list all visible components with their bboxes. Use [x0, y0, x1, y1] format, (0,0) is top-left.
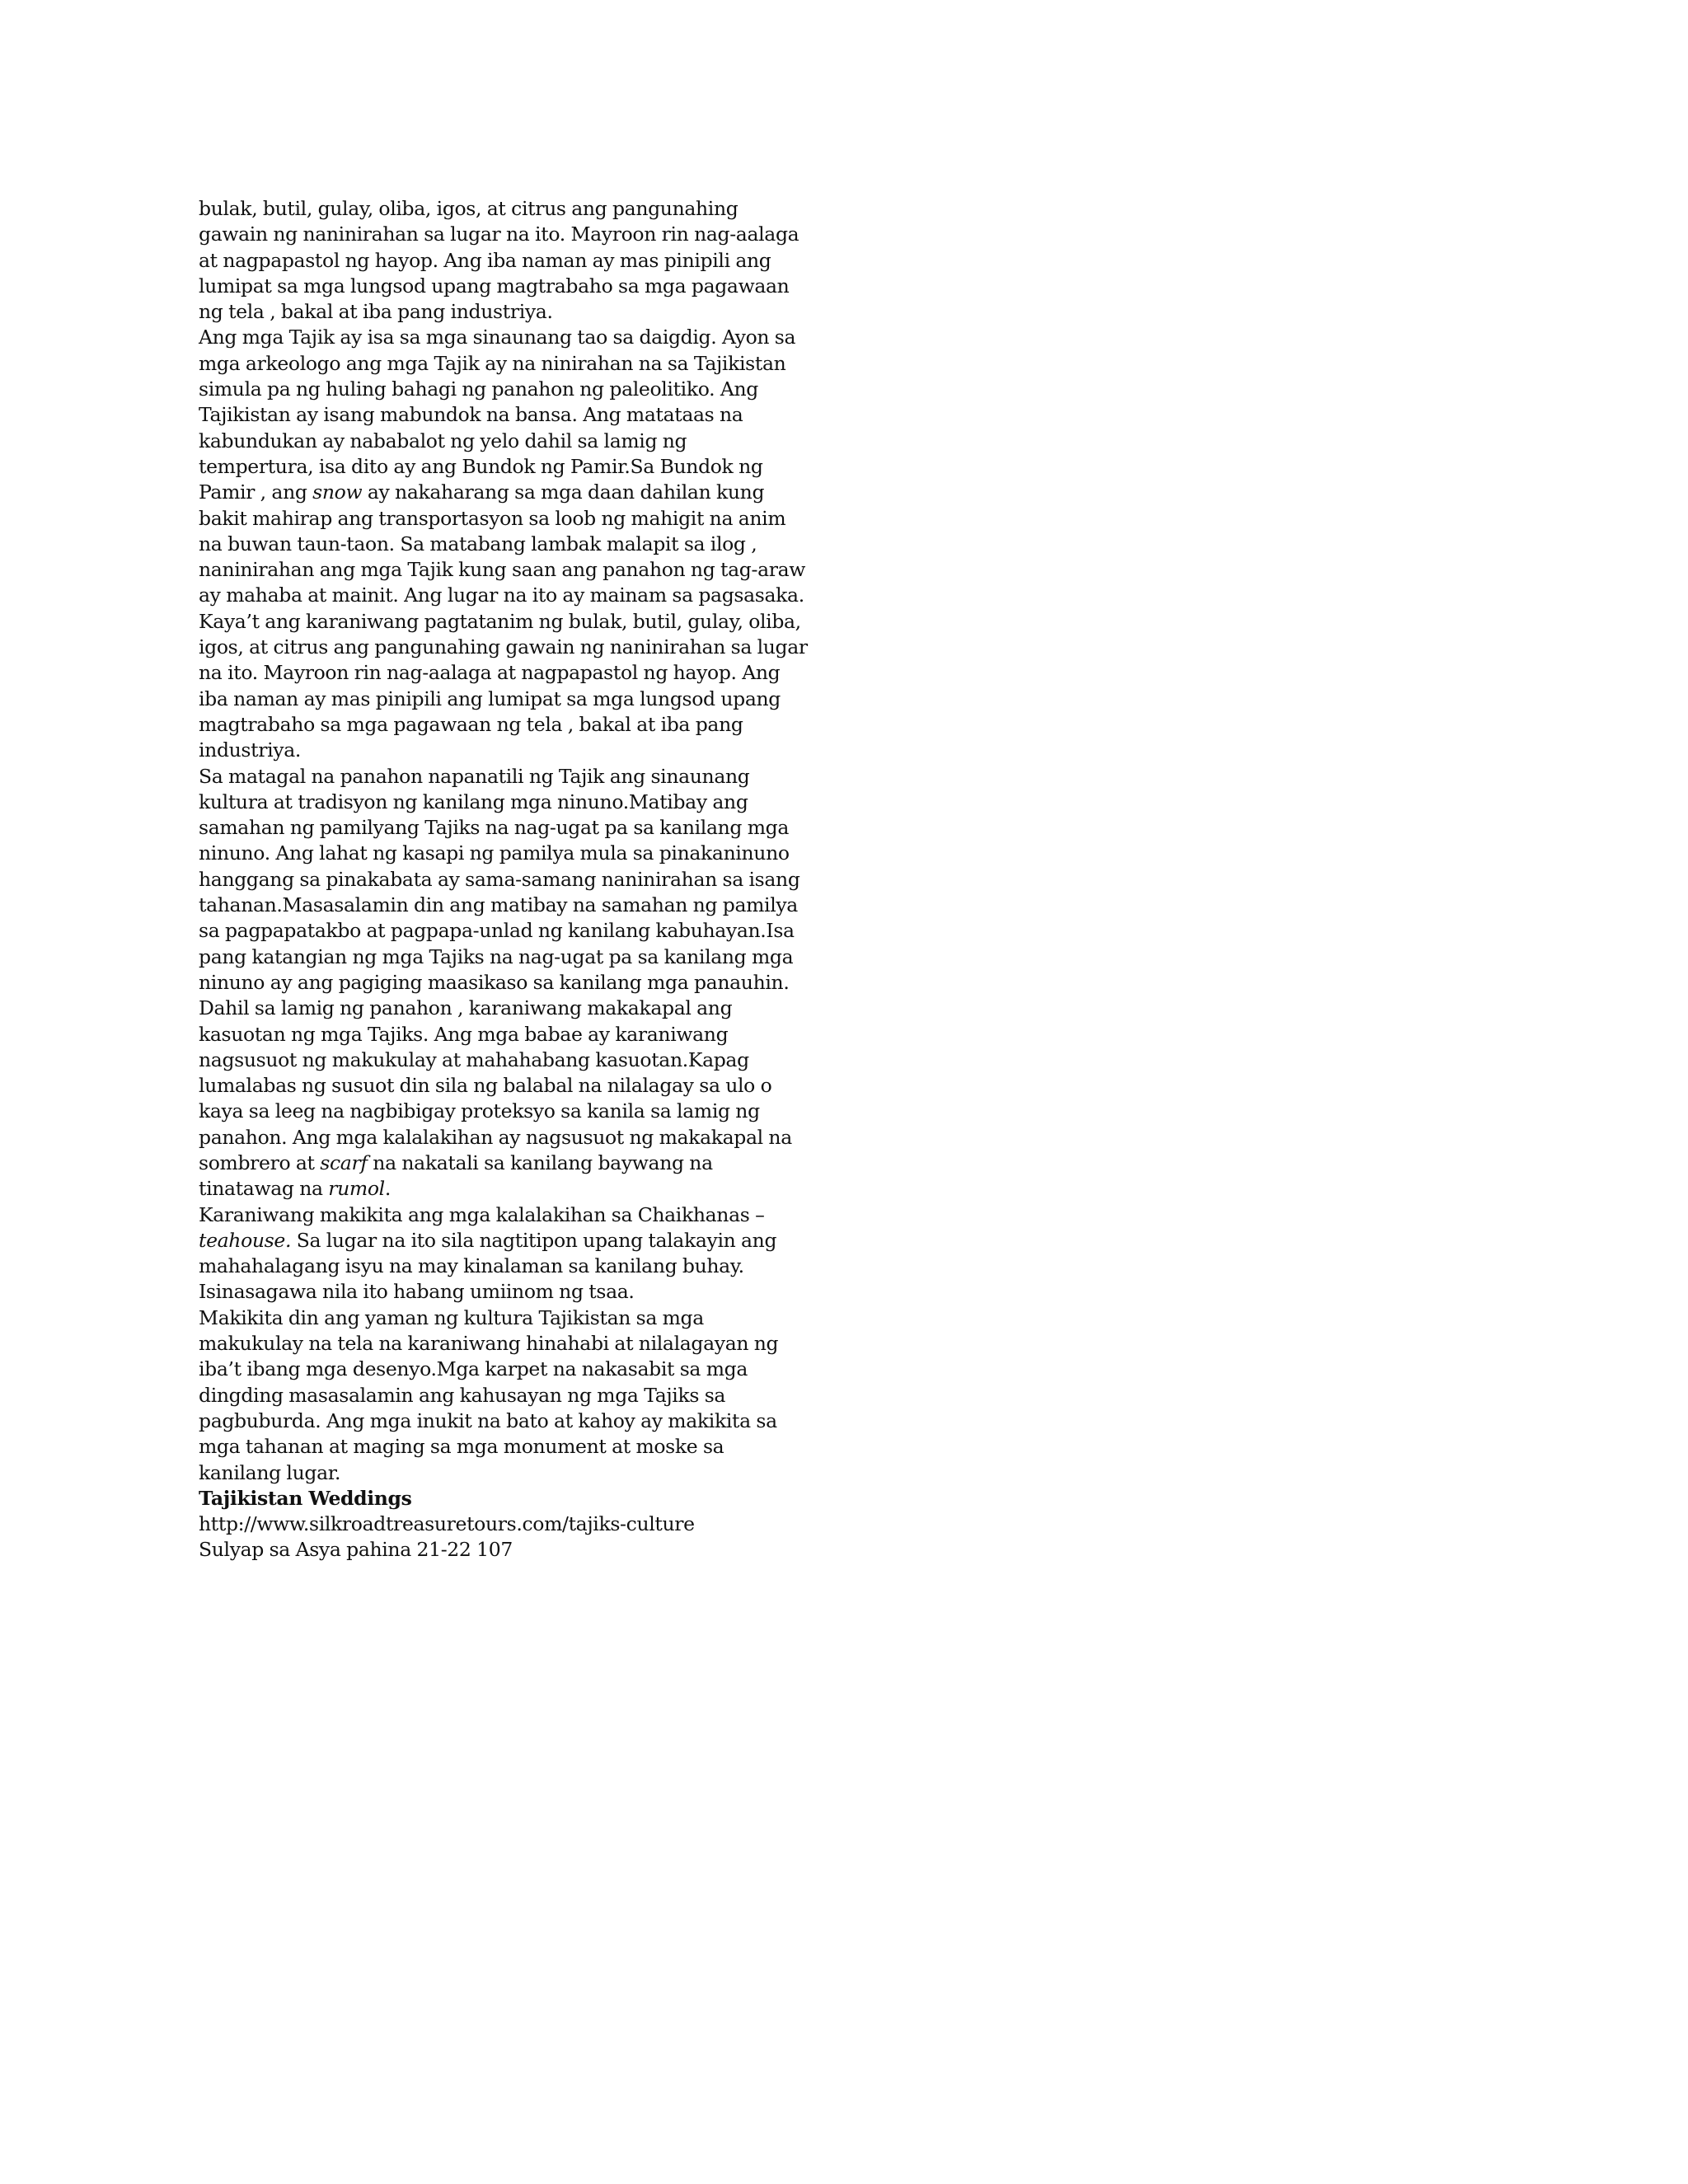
text-line: tempertura, isa dito ay ang Bundok ng Pamir.Sa Bundok ng — [199, 454, 763, 478]
text-line: Kaya’t ang karaniwang pagtatanim ng bulak, butil, gulay, oliba, — [199, 609, 801, 633]
text-line: iba’t ibang mga desenyo.Mga karpet na nakasabit sa mga — [199, 1357, 748, 1381]
text-run: na nakatali sa kanilang baywang na — [367, 1151, 713, 1174]
text-line: ay mahaba at mainit. Ang lugar na ito ay mainam sa pagsasaka. — [199, 583, 804, 607]
text-line: kultura at tradisyon ng kanilang mga ninuno.Matibay ang — [199, 790, 748, 813]
text-line: kasuotan ng mga Tajiks. Ang mga babae ay karaniwang — [199, 1022, 729, 1046]
text-line: mga tahanan at maging sa mga monument at moske sa — [199, 1435, 724, 1459]
text-line: bulak, butil, gulay, oliba, igos, at citrus ang pangunahing — [199, 197, 738, 220]
text-line: sa pagpapatakbo at pagpapa-unlad ng kanilang kabuhayan.Isa — [199, 919, 795, 943]
text-run: ay nakaharang sa mga daan dahilan kung — [362, 480, 765, 504]
text-line: kanilang lugar. — [199, 1460, 341, 1484]
italic-term: rumol — [328, 1177, 385, 1201]
text-run: Pamir , ang — [199, 480, 313, 504]
text-line — [199, 1176, 809, 1202]
text-column — [199, 196, 809, 1563]
text-line: Dahil sa lamig ng panahon , karaniwang makakapal ang — [199, 996, 733, 1020]
text-line: iba naman ay mas pinipili ang lumipat sa mga lungsod upang — [199, 687, 781, 710]
text-line — [199, 1151, 809, 1176]
source-url: http://www.silkroadtreasuretours.com/tajiks-culture — [199, 1512, 695, 1536]
text-line: lumipat sa mga lungsod upang magtrabaho sa mga pagawaan — [199, 274, 790, 298]
text-line: samahan ng pamilyang Tajiks na nag-ugat pa sa kanilang mga — [199, 816, 790, 840]
text-line: panahon. Ang mga kalalakihan ay nagsusuot ng makakapal na — [199, 1125, 792, 1149]
text-line — [199, 1228, 809, 1254]
body-text — [199, 196, 809, 1486]
text-line: makukulay na tela na karaniwang hinahabi at nilalagayan ng — [199, 1332, 779, 1356]
text-line: simula pa ng huling bahagi ng panahon ng paleolitiko. Ang — [199, 377, 758, 401]
italic-term: teahouse. — [199, 1228, 292, 1252]
italic-term: scarf — [320, 1151, 368, 1174]
source-citation: Sulyap sa Asya pahina 21-22 107 — [199, 1538, 513, 1562]
text-line: Sa matagal na panahon napanatili ng Tajik ang sinaunang — [199, 764, 750, 788]
text-run: sombrero at — [199, 1151, 321, 1174]
text-line: bakit mahirap ang transportasyon sa loob ng mahigit na anim — [199, 506, 786, 530]
text-line: mga arkeologo ang mga Tajik ay na ninirahan na sa Tajikistan — [199, 351, 786, 375]
text-line: magtrabaho sa mga pagawaan ng tela , bakal at iba pang — [199, 712, 743, 736]
text-line: na buwan taun-taon. Sa matabang lambak malapit sa ilog , — [199, 532, 757, 555]
text-run: . — [384, 1177, 391, 1201]
text-line: at nagpapastol ng hayop. Ang iba naman ay mas pinipili ang — [199, 248, 771, 272]
text-line: ng tela , bakal at iba pang industriya. — [199, 300, 553, 324]
text-line: ninuno. Ang lahat ng kasapi ng pamilya mula sa pinakaninuno — [199, 841, 790, 865]
text-line: industriya. — [199, 738, 301, 762]
text-line: pang katangian ng mga Tajiks na nag-ugat pa sa kanilang mga — [199, 944, 794, 968]
text-line: hanggang sa pinakabata ay sama-samang naninirahan sa isang — [199, 867, 800, 891]
text-line: igos, at citrus ang pangunahing gawain ng naninirahan sa lugar — [199, 635, 808, 659]
text-line: naninirahan ang mga Tajik kung saan ang panahon ng tag-araw — [199, 558, 806, 582]
text-line: tahanan.Masasalamin din ang matibay na samahan ng pamilya — [199, 893, 798, 917]
text-line: kaya sa leeg na nagbibigay proteksyo sa kanila sa lamig ng — [199, 1099, 760, 1123]
text-run: tinatawag na — [199, 1177, 329, 1201]
text-line: nagsusuot ng makukulay at mahahabang kasuotan.Kapag — [199, 1047, 749, 1071]
text-line: gawain ng naninirahan sa lugar na ito. Mayroon rin nag-aalaga — [199, 223, 799, 246]
text-line — [199, 480, 809, 505]
text-line: lumalabas ng susuot din sila ng balabal na nilalagay sa ulo o — [199, 1074, 772, 1098]
text-line: mahahalagang isyu na may kinalaman sa kanilang buhay. — [199, 1254, 744, 1278]
text-run: Sa lugar na ito sila nagtitipon upang talakayin ang — [291, 1228, 777, 1252]
text-line: ninuno ay ang pagiging maasikaso sa kanilang mga panauhin. — [199, 970, 790, 994]
text-line: kabundukan ay nababalot ng yelo dahil sa lamig ng — [199, 429, 687, 452]
text-line: Karaniwang makikita ang mga kalalakihan sa Chaikhanas – — [199, 1202, 765, 1226]
text-line: Isinasagawa nila ito habang umiinom ng tsaa. — [199, 1280, 635, 1304]
text-line: dingding masasalamin ang kahusayan ng mga Tajiks sa — [199, 1383, 726, 1407]
text-line: Tajikistan ay isang mabundok na bansa. Ang matataas na — [199, 403, 743, 427]
text-line: na ito. Mayroon rin nag-aalaga at nagpapastol ng hayop. Ang — [199, 661, 781, 685]
italic-term: snow — [312, 480, 363, 504]
text-line: Makikita din ang yaman ng kultura Tajikistan sa mga — [199, 1305, 704, 1329]
section-heading: Tajikistan Weddings — [199, 1486, 412, 1510]
text-line: Ang mga Tajik ay isa sa mga sinaunang tao sa daigdig. Ayon sa — [199, 326, 796, 349]
text-line: pagbuburda. Ang mga inukit na bato at kahoy ay makikita sa — [199, 1408, 777, 1432]
